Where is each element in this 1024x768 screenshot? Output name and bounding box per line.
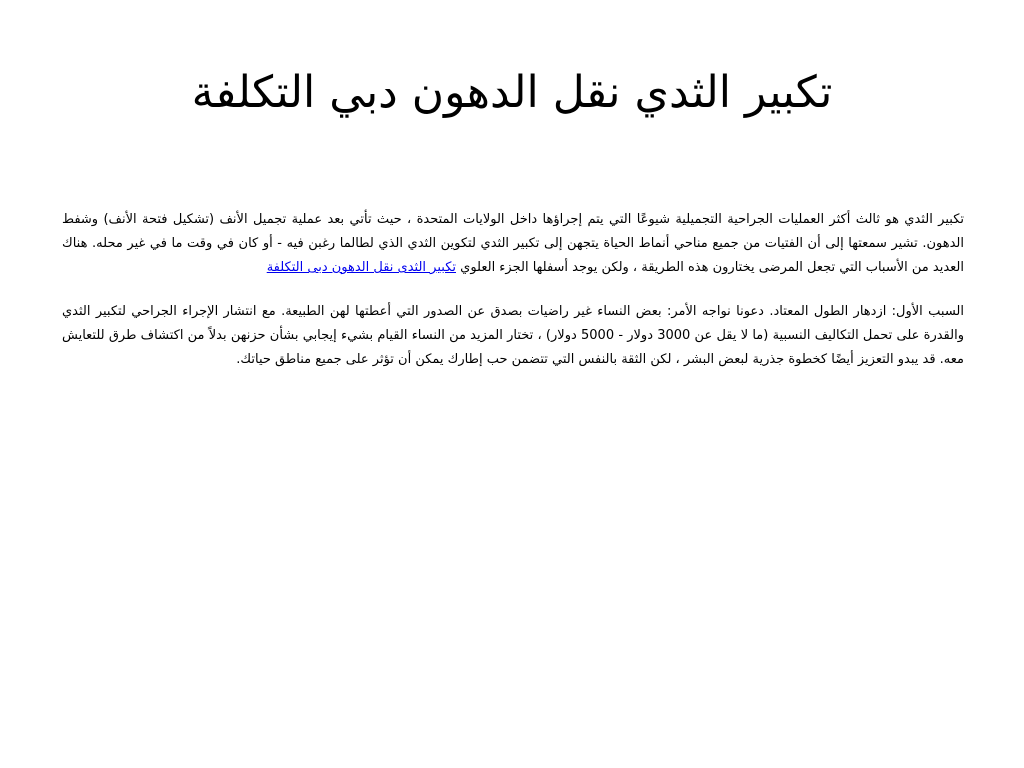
- slide-body: [62, 208, 964, 392]
- paragraph-reason-one: السبب الأول: ازدهار الطول المعتاد. دعونا نواجه الأمر: بعض النساء غير راضيات بصدق عن الصدور التي أعطتها لهن الطبيعة. مع انتشار الإجراء الجراحي لتكبير الثدي والقدرة على تحمل التكاليف النسبية (ما لا يقل عن 3000 دولار - 5000 دولار) ، تختار المزيد من النساء القيام بشيء إيجابي بشأن حزنهن بدلاً من اكتشاف طرق للتعايش معه. قد يبدو التعزيز أيضًا كخطوة جذرية لبعض البشر ، لكن الثقة بالنفس التي تتضمن حب إطارك يمكن أن تؤثر على جميع مناطق حياتك.: [62, 304, 964, 367]
- slide-title: تكبير الثدي نقل الدهون دبي التكلفة: [191, 67, 833, 118]
- paragraph-intro: [62, 208, 964, 280]
- paragraph-intro-text: تكبير الثدي هو ثالث أكثر العمليات الجراحية التجميلية شيوعًا التي يتم إجراؤها داخل الولايات المتحدة ، حيث تأتي بعد عملية تجميل الأنف (تشكيل فتحة الأنف) وشفط الدهون. تشير سمعتها إلى أن الفتيات من جميع مناحي أنماط الحياة يتجهن إلى تكبير الثدي لتكوين الثدي الذي لطالما رغبن فيه - أو كان في وقت ما في غير محله. هناك العديد من الأسباب التي تجعل المرضى يختارون هذه الطريقة ، ولكن يوجد أسفلها الجزء العلوي: [62, 212, 964, 275]
- topic-link[interactable]: تكبير الثدى نقل الدهون دبى التكلفة: [266, 260, 456, 275]
